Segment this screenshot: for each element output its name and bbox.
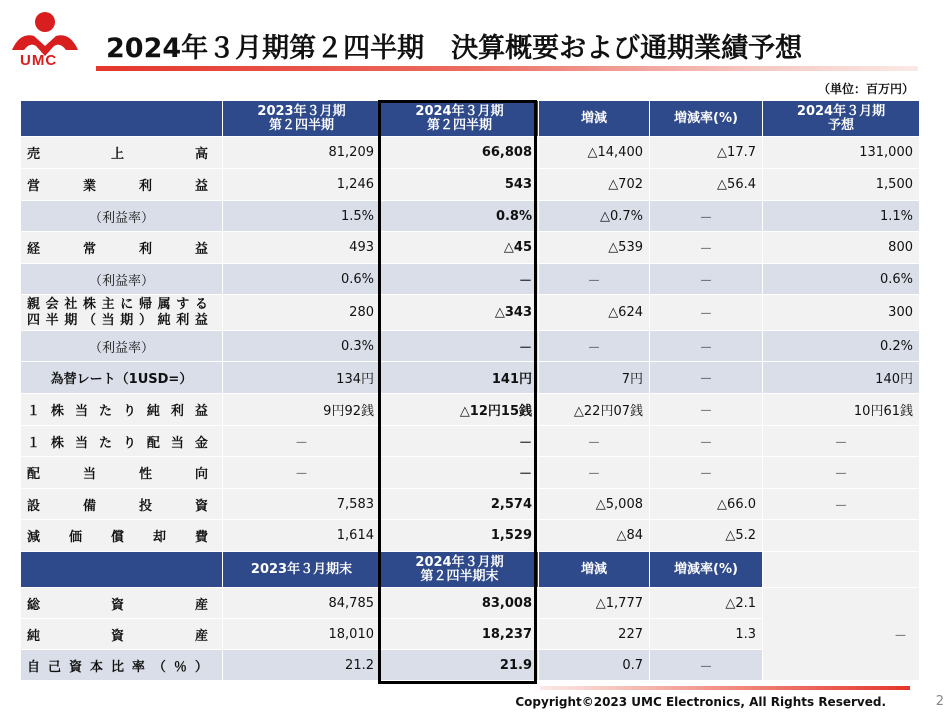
cell-curr: 2,574 [381,489,539,520]
row-label [21,588,223,619]
row-label [21,426,223,457]
header2-curr: 2024年３月期 第２四半期末 [381,552,539,588]
label-char: 設 [27,498,41,514]
label-char: 益 [194,179,208,194]
label-char: 当 [82,467,96,482]
label-char: 当 [170,435,184,451]
cell-rate: － [650,457,763,489]
cell-rate: － [650,650,763,681]
header2-rate: 増減率(%) [650,552,763,588]
table-row [21,426,920,457]
header-item [21,101,223,137]
cell-change: － [539,264,650,295]
cell-curr: － [381,331,539,362]
label-char: 性 [138,467,152,482]
table-row [21,295,920,331]
label-char: 利 [138,179,152,194]
label-char: 資 [110,628,124,644]
cell-prev: 0.3% [223,331,381,362]
label-char: 配 [27,467,41,482]
cell-change: △0.7% [539,201,650,232]
row-label [21,457,223,489]
table-row [21,457,920,489]
header2-prev: 2023年３月期末 [223,552,381,588]
table-row [21,264,920,295]
cell-forecast: 140円 [763,362,920,394]
cell-forecast: 1.1% [763,201,920,232]
row-label [21,619,223,650]
cell-forecast: 10円61銭 [763,394,920,426]
table-row [21,232,920,264]
cell-rate: △56.4 [650,169,763,201]
label-char: 償 [110,530,124,545]
logo-text: UMC [20,52,58,69]
cell-change: 7円 [539,362,650,394]
cell-change: △14,400 [539,137,650,169]
table-row [21,588,920,619]
cell-curr: 0.8% [381,201,539,232]
cell-prev: 21.2 [223,650,381,681]
label-char: 金 [194,435,208,451]
header-rate: 増減率(%) [650,101,763,137]
table-header-row [21,101,920,137]
cell-forecast: 0.2% [763,331,920,362]
table-row [21,137,920,169]
unit-label: （単位：百万円） [817,82,914,96]
cell-forecast: － [763,489,920,520]
cell-change: － [539,331,650,362]
label-char: 資 [68,659,82,675]
label-char: 経 [27,242,41,257]
label-char: 売 [27,147,41,162]
title-underline [96,66,918,71]
cell-curr: 543 [381,169,539,201]
label-char: 己 [47,659,61,675]
row-label [21,169,223,201]
cell-prev: － [223,457,381,489]
label-char: 高 [194,147,208,162]
cell-forecast: 131,000 [763,137,920,169]
cell-change: 0.7 [539,650,650,681]
page-title: 2024年３月期第２四半期 決算概要および通期業績予想 [106,33,803,64]
header2-forecast-blank [763,552,920,588]
label-char: 当 [74,435,88,451]
cell-rate: － [650,426,763,457]
page-number: 2 [935,694,944,709]
label-char: た [98,435,112,451]
header2-item [21,552,223,588]
cell-curr: △343 [381,295,539,331]
table-row [21,362,920,394]
cell-curr: － [381,457,539,489]
label-char: 資 [110,597,124,613]
cell-change: △539 [539,232,650,264]
label-char: 資 [194,498,208,514]
cell-curr: 21.9 [381,650,539,681]
cell-prev: － [223,426,381,457]
cell-change: △1,777 [539,588,650,619]
cell-rate: － [650,264,763,295]
financial-table-body [21,101,920,681]
label-char: 配 [146,435,160,451]
label-char: 産 [194,597,208,613]
label-char: 比 [110,659,124,675]
cell-prev: 84,785 [223,588,381,619]
label-char: 株 [50,435,64,451]
label-char: １ [27,435,41,451]
cell-rate: － [650,331,763,362]
cell-forecast: － [763,457,920,489]
table-header-row-2 [21,552,920,588]
cell-change: △702 [539,169,650,201]
cell-prev: 9円92銭 [223,394,381,426]
row-label [21,137,223,169]
cell-prev: 1,246 [223,169,381,201]
label-char: 率 [131,659,145,675]
table-row [21,394,920,426]
header-forecast: 2024年３月期 予想 [763,101,920,137]
table-row [21,520,920,552]
table-row [21,201,920,232]
table-row [21,331,920,362]
cell-prev: 1.5% [223,201,381,232]
cell-forecast-bs: － [763,588,920,681]
label-char: 向 [194,467,208,482]
label-char: 純 [146,404,160,419]
cell-change: △22円07銭 [539,394,650,426]
cell-change: △5,008 [539,489,650,520]
cell-rate: － [650,232,763,264]
label-char: 自 [27,659,41,675]
cell-rate: － [650,362,763,394]
cell-forecast: 1,500 [763,169,920,201]
label-char: 価 [68,530,82,545]
row-label [21,489,223,520]
cell-prev: 18,010 [223,619,381,650]
label-char: 費 [194,530,208,545]
row-label [21,394,223,426]
row-label [21,650,223,681]
label-char: （ [152,659,166,675]
label-char: 益 [194,404,208,419]
label-char: 備 [82,498,96,514]
label-char: 総 [27,597,41,613]
cell-prev: 0.6% [223,264,381,295]
financial-table [20,100,920,681]
cell-rate: △66.0 [650,489,763,520]
cell-prev: 493 [223,232,381,264]
row-label [21,520,223,552]
cell-forecast: 0.6% [763,264,920,295]
row-label: （利益率） [21,264,223,295]
label-char: ） [194,659,208,675]
cell-rate: △17.7 [650,137,763,169]
cell-curr: 141円 [381,362,539,394]
cell-change: △624 [539,295,650,331]
label-char: 産 [194,628,208,644]
copyright: Copyright©2023 UMC Electronics, All Rights Reserved. [515,695,886,709]
cell-rate: 1.3 [650,619,763,650]
cell-rate: － [650,201,763,232]
label-char: た [98,404,112,419]
row-label: （利益率） [21,331,223,362]
label-char: ％ [173,659,187,675]
label-char: り [122,435,136,451]
row-label [21,232,223,264]
cell-rate: － [650,394,763,426]
label-char: り [122,404,136,419]
table-row [21,489,920,520]
cell-curr: △12円15銭 [381,394,539,426]
label-char: 減 [27,530,41,545]
header-prev: 2023年３月期 第２四半期 [223,101,381,137]
cell-forecast: 300 [763,295,920,331]
label-char: 却 [152,530,166,545]
label-char: 営 [27,179,41,194]
cell-prev: 134円 [223,362,381,394]
cell-prev: 81,209 [223,137,381,169]
cell-forecast: － [763,426,920,457]
header-change: 増減 [539,101,650,137]
cell-curr: 83,008 [381,588,539,619]
label-char: 投 [138,498,152,514]
label-char: 当 [74,404,88,419]
row-label: （利益率） [21,201,223,232]
label-char: 利 [170,404,184,419]
cell-prev: 7,583 [223,489,381,520]
cell-forecast: 800 [763,232,920,264]
cell-curr: △45 [381,232,539,264]
label-char: 上 [110,147,124,162]
cell-prev: 280 [223,295,381,331]
footer-bar [540,686,910,690]
header-curr: 2024年３月期 第２四半期 [381,101,539,137]
cell-change: 227 [539,619,650,650]
label-char: 本 [89,659,103,675]
label-char: 常 [82,242,96,257]
cell-rate: △5.2 [650,520,763,552]
cell-curr: － [381,426,539,457]
cell-rate: － [650,295,763,331]
table-row [21,169,920,201]
label-char: 利 [138,242,152,257]
cell-curr: 66,808 [381,137,539,169]
label-char: 益 [194,242,208,257]
cell-change: － [539,457,650,489]
row-label [21,295,223,331]
cell-prev: 1,614 [223,520,381,552]
cell-forecast [763,520,920,552]
cell-curr: 1,529 [381,520,539,552]
label-char: 株 [50,404,64,419]
row-label: 為替レート（1USD=） [21,362,223,394]
label-char: 業 [82,179,96,194]
label-char: １ [27,404,41,419]
label-char: 純 [27,628,41,644]
cell-change: － [539,426,650,457]
label-line1: 親 会 社 株 主 に 帰 属 す る [27,296,208,312]
header2-change: 増減 [539,552,650,588]
label-line2: 四 半 期 （ 当 期 ） 純 利 益 [27,312,208,328]
cell-curr: 18,237 [381,619,539,650]
cell-change: △84 [539,520,650,552]
cell-curr: － [381,264,539,295]
cell-rate: △2.1 [650,588,763,619]
